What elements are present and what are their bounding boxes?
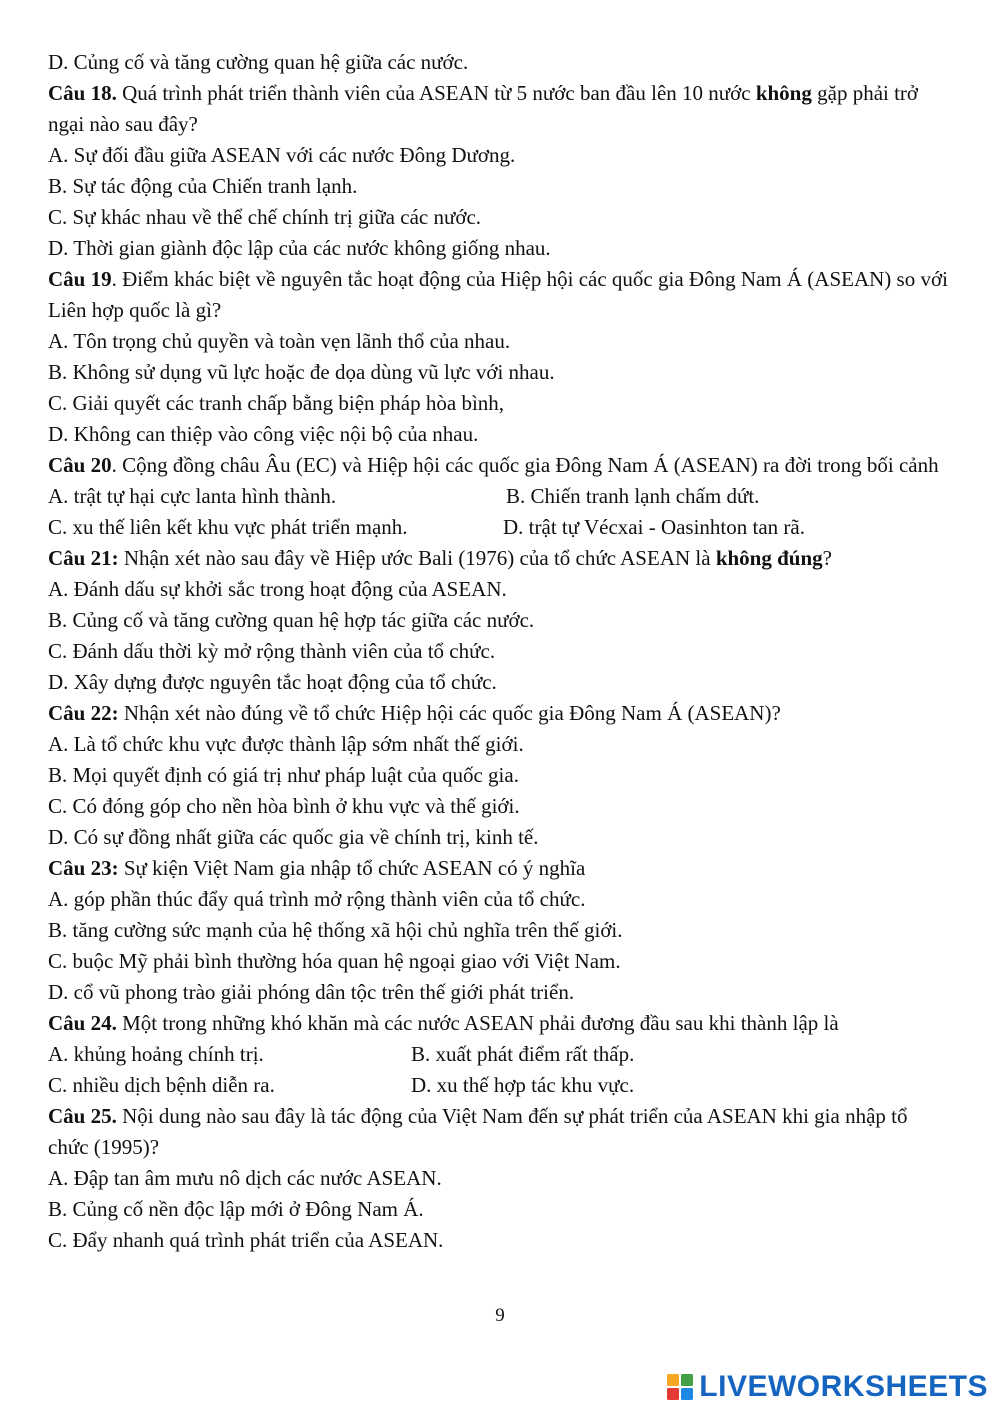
option-a[interactable]: A. Tôn trọng chủ quyền và toàn vẹn lãnh thổ của nhau. xyxy=(48,329,511,353)
question-emphasis: không xyxy=(755,81,812,105)
brand-name: LIVEWORKSHEETS xyxy=(699,1370,988,1403)
option-b[interactable]: B. Mọi quyết định có giá trị như pháp luật của quốc gia. xyxy=(48,763,519,787)
question-number: Câu 18. xyxy=(48,81,117,105)
option-b[interactable]: B. xuất phát điểm rất thấp. xyxy=(411,1042,635,1066)
question-23 xyxy=(48,853,953,884)
question-emphasis: không đúng xyxy=(715,546,823,570)
question-18 xyxy=(48,78,953,140)
question-text: Một trong những khó khăn mà các nước ASEAN phải đương đầu sau khi thành lập là xyxy=(116,1011,839,1035)
liveworksheets-cubes-icon xyxy=(667,1374,693,1400)
question-number: Câu 25. xyxy=(48,1104,117,1128)
question-number: Câu 22: xyxy=(48,701,119,725)
option-a[interactable]: A. góp phần thúc đẩy quá trình mở rộng thành viên của tổ chức. xyxy=(48,887,586,911)
option-b[interactable]: B. tăng cường sức mạnh của hệ thống xã hội chủ nghĩa trên thế giới. xyxy=(48,918,623,942)
question-text: Quá trình phát triển thành viên của ASEAN từ 5 nước ban đầu lên 10 nước xyxy=(116,81,756,105)
option-a[interactable]: A. Đập tan âm mưu nô dịch các nước ASEAN. xyxy=(48,1166,442,1190)
question-number: Câu 24. xyxy=(48,1011,117,1035)
question-text: ? xyxy=(822,546,832,570)
options-row xyxy=(48,1039,953,1070)
option-c[interactable]: C. Sự khác nhau về thể chế chính trị giữa các nước. xyxy=(48,205,482,229)
option-d[interactable]: D. Thời gian giành độc lập của các nước không giống nhau. xyxy=(48,236,551,260)
question-20 xyxy=(48,450,953,481)
question-number: Câu 20 xyxy=(48,453,112,477)
option-a[interactable]: A. Sự đối đầu giữa ASEAN với các nước Đông Dương. xyxy=(48,143,516,167)
options-row xyxy=(48,481,953,512)
option-c[interactable]: C. nhiều dịch bệnh diễn ra. xyxy=(48,1073,275,1097)
question-number: Câu 19 xyxy=(48,267,112,291)
option-d[interactable]: D. Không can thiệp vào công việc nội bộ của nhau. xyxy=(48,422,479,446)
question-text: Sự kiện Việt Nam gia nhập tổ chức ASEAN có ý nghĩa xyxy=(118,856,586,880)
option-d[interactable]: D. Xây dựng được nguyên tắc hoạt động của tổ chức. xyxy=(48,670,497,694)
option-b[interactable]: B. Chiến tranh lạnh chấm dứt. xyxy=(506,484,760,508)
option-b[interactable]: B. Không sử dụng vũ lực hoặc đe dọa dùng vũ lực với nhau. xyxy=(48,360,555,384)
question-number: Câu 21: xyxy=(48,546,119,570)
option-c[interactable]: C. Đánh dấu thời kỳ mở rộng thành viên của tổ chức. xyxy=(48,639,496,663)
question-text: gặp phải trở ngại nào sau đây? xyxy=(48,81,919,136)
option-b[interactable]: B. Củng cố nền độc lập mới ở Đông Nam Á. xyxy=(48,1197,424,1221)
option-d[interactable]: D. Có sự đồng nhất giữa các quốc gia về chính trị, kinh tế. xyxy=(48,825,539,849)
question-number: Câu 23: xyxy=(48,856,119,880)
question-text: . Điểm khác biệt về nguyên tắc hoạt động của Hiệp hội các quốc gia Đông Nam Á (ASEAN) so với Liên hợp quốc là gì? xyxy=(48,267,948,322)
option-c[interactable]: C. buộc Mỹ phải bình thường hóa quan hệ ngoại giao với Việt Nam. xyxy=(48,949,621,973)
option-c[interactable]: C. Đẩy nhanh quá trình phát triển của ASEAN. xyxy=(48,1228,444,1252)
question-text: . Cộng đồng châu Âu (EC) và Hiệp hội các quốc gia Đông Nam Á (ASEAN) ra đời trong bối cảnh xyxy=(111,453,939,477)
options-row xyxy=(48,1070,953,1101)
question-25 xyxy=(48,1101,953,1163)
liveworksheets-logo xyxy=(667,1370,988,1404)
option-a[interactable]: A. Là tổ chức khu vực được thành lập sớm nhất thế giới. xyxy=(48,732,524,756)
option-c[interactable]: C. Giải quyết các tranh chấp bằng biện pháp hòa bình, xyxy=(48,391,505,415)
question-text: Nhận xét nào sau đây về Hiệp ước Bali (1976) của tổ chức ASEAN là xyxy=(118,546,716,570)
option-c[interactable]: C. Có đóng góp cho nền hòa bình ở khu vực và thế giới. xyxy=(48,794,520,818)
option-d-prev: D. Củng cố và tăng cường quan hệ giữa các nước. xyxy=(48,50,469,74)
option-d[interactable]: D. trật tự Vécxai - Oasinhton tan rã. xyxy=(503,515,805,539)
question-text: Nội dung nào sau đây là tác động của Việt Nam đến sự phát triển của ASEAN khi gia nhập tổ chức (1995)? xyxy=(48,1104,908,1159)
question-text: Nhận xét nào đúng về tổ chức Hiệp hội các quốc gia Đông Nam Á (ASEAN)? xyxy=(118,701,781,725)
option-a[interactable]: A. khủng hoảng chính trị. xyxy=(48,1042,264,1066)
options-row xyxy=(48,512,953,543)
option-c[interactable]: C. xu thế liên kết khu vực phát triển mạnh. xyxy=(48,515,408,539)
option-b[interactable]: B. Củng cố và tăng cường quan hệ hợp tác giữa các nước. xyxy=(48,608,535,632)
option-a[interactable]: A. trật tự hại cực lanta hình thành. xyxy=(48,484,337,508)
page-number: 9 xyxy=(495,1305,505,1326)
question-22 xyxy=(48,698,953,729)
question-19 xyxy=(48,264,953,326)
question-24 xyxy=(48,1008,953,1039)
option-a[interactable]: A. Đánh dấu sự khởi sắc trong hoạt động của ASEAN. xyxy=(48,577,507,601)
option-b[interactable]: B. Sự tác động của Chiến tranh lạnh. xyxy=(48,174,358,198)
question-21 xyxy=(48,543,953,574)
option-d[interactable]: D. xu thế hợp tác khu vực. xyxy=(411,1073,635,1097)
option-d[interactable]: D. cổ vũ phong trào giải phóng dân tộc trên thế giới phát triển. xyxy=(48,980,575,1004)
worksheet-page xyxy=(48,47,953,1256)
